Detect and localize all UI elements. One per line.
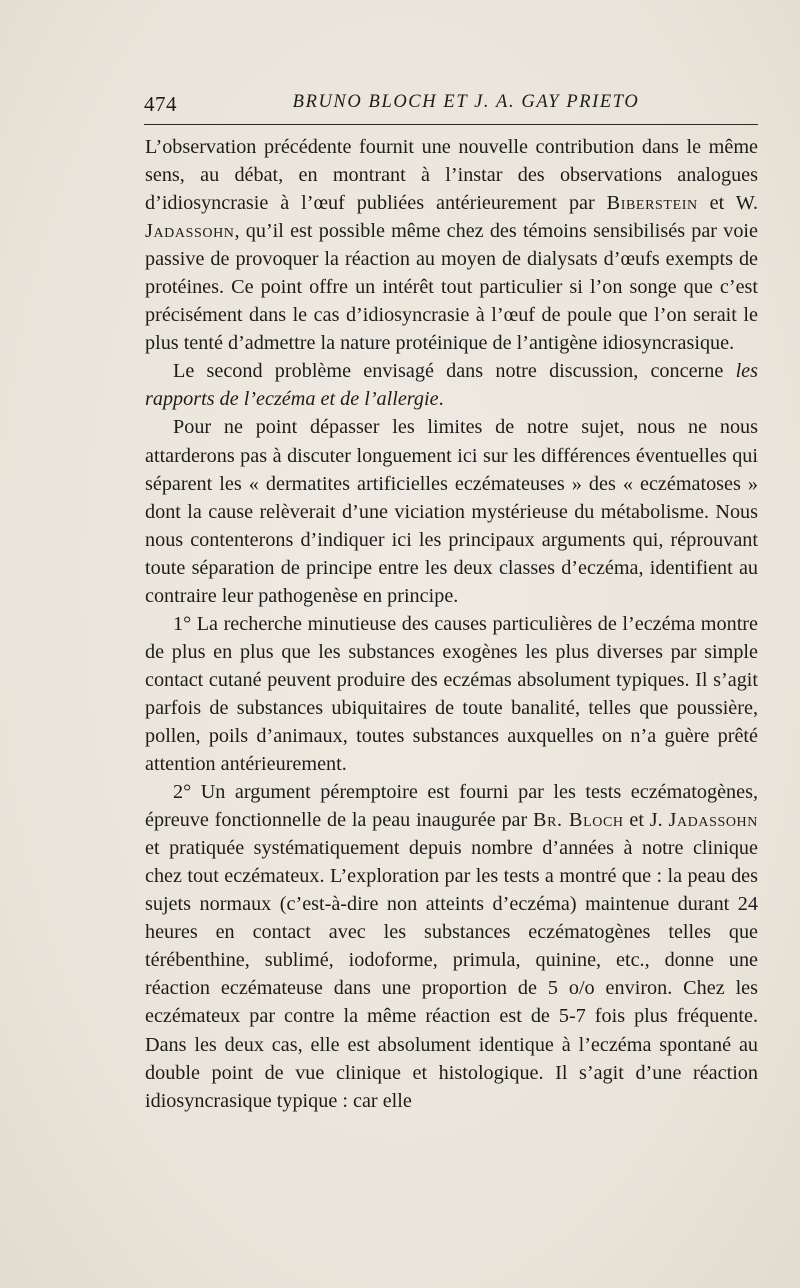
paragraph-text: 1° La recherche minutieuse des causes particulières de l’eczéma montre de plus en plus que les substances exogènes les plus diverses par simple contact cutané peuvent produire des eczémas absolument typiques. Il s’agit parfois de substances ubiquitaires de toute banalité, telles que poussière, pollen, poils d’animaux, toutes substances auxquelles on n’a guère prêté attention antérieurement. [145,612,758,776]
header-rule [144,124,758,125]
paragraph-text: et J. [623,809,669,832]
paragraph-3 [145,413,758,609]
paragraph-text: , qu’il est possible même chez des témoins sensibilisés par voie passive de provoquer la réaction au moyen de dialysats d’œufs exempts de protéines. Ce point offre un intérêt tout particulier si l’on songe que c’est précisément dans le cas d’idiosyncrasie à l’œuf de poule que l’on serait le plus tenté d’admettre la nature protéinique de l’antigène idiosyncrasique. [145,220,758,355]
paragraph-5 [145,778,758,1115]
paragraph-text: 2° Un argument péremptoire est fourni par les tests eczématogènes, épreuve fonctionnelle de la peau inaugurée par [145,781,758,832]
author-name-jadassohn: Jadassohn [145,220,235,243]
paragraph-text: Le second problème envisagé dans notre discussion, concerne [173,360,736,383]
paragraph-text: et W. [697,192,758,215]
page-number: 474 [144,92,177,116]
author-name-biberstein: Biberstein [606,192,698,215]
paragraph-text: L’observation précédente fournit une nouvelle contribution dans le même sens, au débat, en montrant à l’instar des observations analogues d’idiosyncrasie à l’œuf publiées antérieurement par [145,136,758,215]
paragraph-4 [145,610,758,778]
body-text [145,133,758,1115]
running-head: BRUNO BLOCH ET J. A. GAY PRIETO [292,92,640,112]
paragraph-text: et pratiquée systématiquement depuis nombre d’années à notre clinique chez tout eczémateux. L’exploration par les tests a montré que : la peau des sujets normaux (c’est-à-dire non atteints d’eczéma) maintenue durant 24 heures en contact avec les substances eczématogènes telles que térébenthine, sublimé, iodoforme, primula, quinine, etc., donne une réaction eczémateuse dans une proportion de 5 o/o environ. Chez les eczémateux par contre la même réaction est de 5-7 fois plus fréquente. Dans les deux cas, elle est absolument identique à l’eczéma spontané au double point de vue clinique et histologique. Il s’agit d’une réaction idiosyncrasique typique : car elle [145,837,758,1112]
paragraph-1 [145,133,758,357]
page-header [144,88,758,118]
author-name-bloch: Br. Bloch [533,809,624,832]
italic-phrase: les rapports de l’eczéma et de l’allergie [145,360,758,411]
paragraph-text: . [438,388,444,411]
paragraph-text: Pour ne point dépasser les limites de notre sujet, nous ne nous attarderons pas à discuter longuement ici sur les différences éventuelles qui séparent les « dermatites artificielles eczémateuses » des « eczématoses » dont la cause relèverait d’une viciation mystérieuse du métabolisme. Nous nous contenterons d’indiquer ici les principaux arguments qui, réprouvant toute séparation de principe entre les deux classes d’eczéma, identifient au contraire leur pathogenèse en principe. [145,416,758,607]
author-name-jadassohn: Jadassohn [668,809,758,832]
paragraph-2 [145,357,758,413]
